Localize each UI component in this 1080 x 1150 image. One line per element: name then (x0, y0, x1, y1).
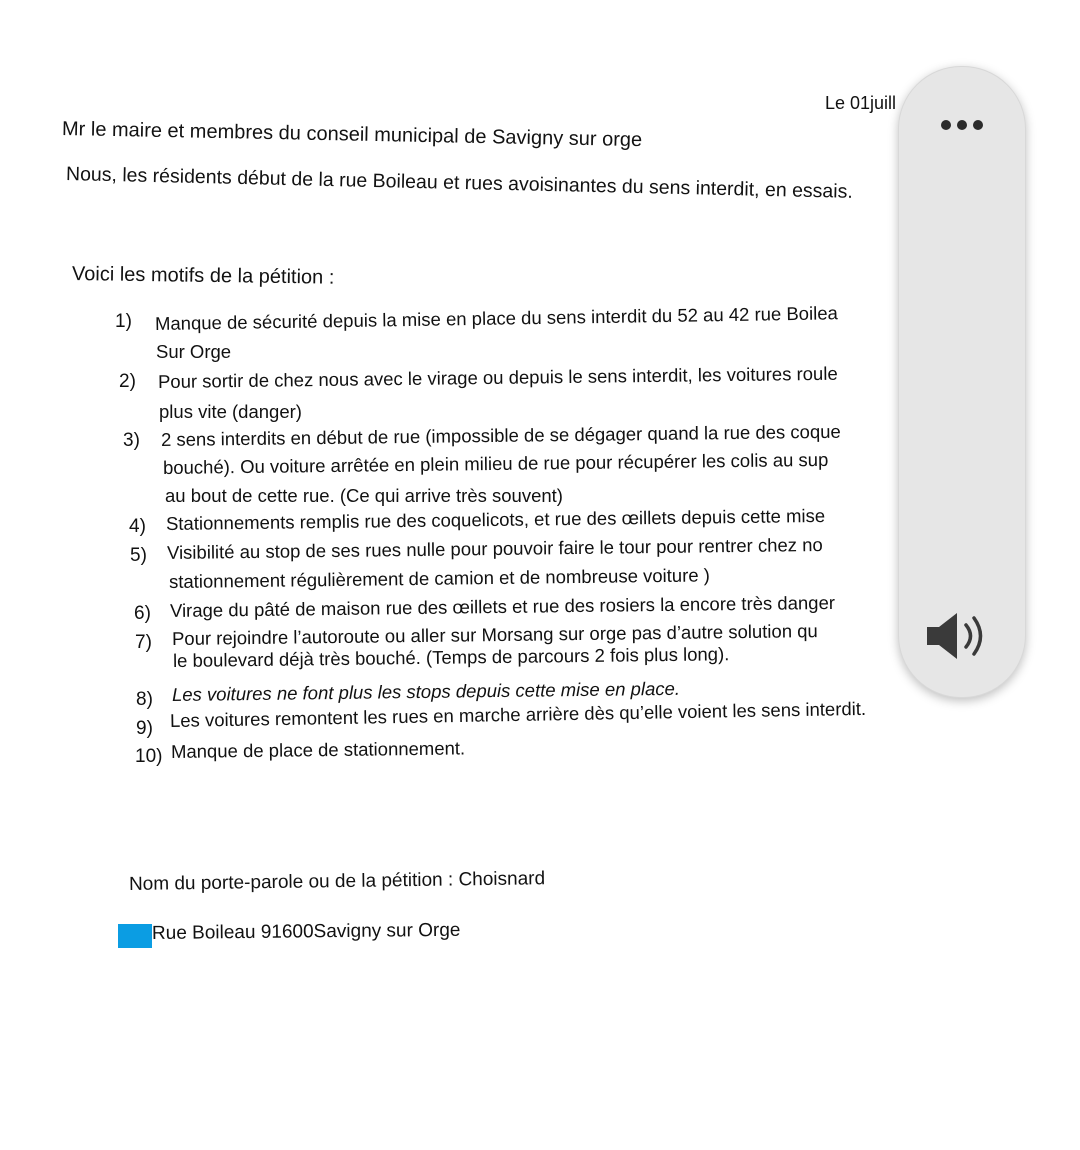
spokesperson-line: Nom du porte-parole ou de la pétition : Choisnard (128, 868, 546, 895)
list-item-continuation: au bout de cette rue. (Ce qui arrive très souvent) (165, 485, 563, 506)
letter-recipient: Mr le maire et membres du conseil municipal de Savigny sur orge (61, 118, 643, 152)
list-item: Pour rejoindre l’autoroute ou aller sur Morsang sur orge pas d’autre solution qu (171, 620, 818, 649)
more-options-button[interactable] (927, 107, 997, 143)
list-item-number: 8) (136, 689, 153, 710)
list-item-number: 7) (135, 632, 152, 653)
more-horizontal-icon-dot (973, 120, 983, 130)
list-item-number: 10) (135, 746, 163, 767)
list-item-number: 2) (119, 371, 136, 392)
list-item: Les voitures remontent les rues en marche arrière dès qu’elle voient les sens interdit. (169, 697, 867, 731)
address-line: Rue Boileau 91600Savigny sur Orge (151, 919, 461, 944)
list-item-number: 1) (115, 311, 132, 332)
more-horizontal-icon-dot (957, 120, 967, 130)
list-item-number: 6) (134, 603, 151, 624)
list-item: Visibilité au stop de ses rues nulle pour pouvoir faire le tour pour rentrer chez no (166, 533, 823, 563)
motifs-heading: Voici les motifs de la pétition : (71, 263, 335, 289)
list-item-number: 5) (130, 545, 147, 566)
letter-date: Le 01juill (825, 93, 897, 113)
list-item: Pour sortir de chez nous avec le virage ou depuis le sens interdit, les voitures roule (157, 362, 838, 392)
read-aloud-button[interactable] (921, 607, 1001, 667)
list-item: Virage du pâté de maison rue des œillets et rue des rosiers la encore très danger (169, 591, 836, 621)
redaction-mark (118, 924, 152, 948)
list-item-continuation: le boulevard déjà très bouché. (Temps de parcours 2 fois plus long). (172, 643, 730, 671)
more-horizontal-icon (941, 120, 951, 130)
list-item: Manque de sécurité depuis la mise en place du sens interdit du 52 au 42 rue Boilea (154, 302, 838, 334)
list-item-continuation: bouché). Ou voiture arrêtée en plein milieu de rue pour récupérer les colis au sup (162, 448, 829, 478)
list-item: Stationnements remplis rue des coquelicots, et rue des œillets depuis cette mise (165, 504, 826, 534)
list-item: Les voitures ne font plus les stops depuis cette mise en place. (171, 677, 681, 705)
letter-intro: Nous, les résidents début de la rue Boileau et rues avoisinantes du sens interdit, en essais. (65, 163, 854, 203)
list-item: Manque de place de stationnement. (170, 737, 466, 762)
speaker-volume-icon (921, 607, 1001, 667)
list-item-number: 4) (129, 516, 146, 537)
list-item-continuation: stationnement régulièrement de camion et de nombreuse voiture ) (168, 564, 711, 592)
list-item-continuation: plus vite (danger) (159, 401, 302, 422)
list-item-number: 9) (136, 718, 153, 739)
list-item: 2 sens interdits en début de rue (impossible de se dégager quand la rue des coque (160, 420, 841, 450)
floating-toolbar (898, 66, 1026, 698)
list-item-number: 3) (123, 430, 140, 451)
list-item-continuation: Sur Orge (156, 341, 232, 362)
